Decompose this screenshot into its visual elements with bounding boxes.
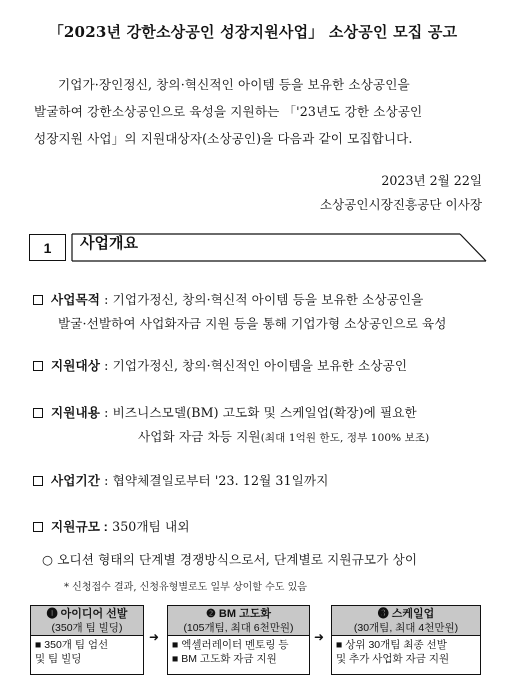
announcement-date: 2023년 2월 22일 <box>381 173 482 188</box>
item-purpose <box>33 289 423 308</box>
item-content <box>33 402 417 421</box>
flow-bullet: 및 팀 빌딩 <box>35 653 82 665</box>
checkbox-icon <box>33 295 43 305</box>
issuer-name: 소상공인시장진흥공단 이사장 <box>319 197 482 212</box>
checkbox-icon <box>33 408 43 418</box>
content-note: (최대 1억원 한도, 정부 100% 보조) <box>260 432 430 444</box>
section-title: 사업개요 <box>80 235 138 252</box>
flow-step-header <box>168 606 309 636</box>
scale-label: 지원규모 : <box>51 520 108 534</box>
flow-bullet: ■ 상위 30개팀 최종 선발 <box>336 639 447 651</box>
content-text-2-main: 사업화 자금 차등 지원 <box>138 429 261 444</box>
checkbox-icon <box>33 476 43 486</box>
flow-step-sub: (30개팀, 최대 4천만원) <box>353 622 459 634</box>
flow-step-body <box>31 636 143 668</box>
content-text: : 비즈니스모델(BM) 고도화 및 스케일업(확장)에 필요한 <box>104 405 417 420</box>
flow-step-header <box>332 606 480 636</box>
section-number: 1 <box>29 234 66 261</box>
purpose-text: : 기업가정신, 창의·혁신적 아이템 등을 보유한 소상공인을 <box>104 292 424 307</box>
item-period <box>33 470 328 489</box>
flow-step-header <box>31 606 143 636</box>
flow-step-body <box>332 636 480 668</box>
period-text: : 협약체결일로부터 '23. 12월 31일까지 <box>104 473 329 488</box>
flow-step-title: ❷ BM 고도화 <box>206 608 271 620</box>
flow-step-bm <box>167 605 310 675</box>
purpose-text-2: 발굴·선발하여 사업화자금 지원 등을 통해 기업가형 소상공인으로 육성 <box>58 316 447 331</box>
content-text-2 <box>138 426 429 445</box>
page-title: 「2023년 강한소상공인 성장지원사업」 소상공인 모집 공고 <box>48 23 458 41</box>
arrow-right-icon: ➜ <box>314 630 325 644</box>
flow-bullet: ■ BM 고도화 자금 지원 <box>172 653 277 665</box>
flow-step-title: ❶ 아이디어 선발 <box>46 608 128 620</box>
item-target <box>33 355 407 374</box>
flow-step-scaleup <box>331 605 481 675</box>
flow-bullet: ■ 350개 팀 엄선 <box>35 639 109 651</box>
flow-step-sub: (350개 팀 빌딩) <box>51 622 123 634</box>
flow-bullet: ■ 엑셀러레이터 멘토링 등 <box>172 639 289 651</box>
target-text: : 기업가정신, 창의·혁신적인 아이템을 보유한 소상공인 <box>104 358 408 373</box>
flow-bullet: 및 추가 사업화 자금 지원 <box>336 653 450 665</box>
intro-line-3: 성장지원 사업」의 지원대상자(소상공인)을 다음과 같이 모집합니다. <box>34 131 413 146</box>
target-label: 지원대상 <box>51 359 101 373</box>
content-label: 지원내용 <box>51 406 101 420</box>
scale-note: * 신청접수 결과, 신청유형별로도 일부 상이할 수도 있음 <box>64 582 307 593</box>
scale-text: 350개팀 내외 <box>112 519 190 534</box>
purpose-label: 사업목적 <box>51 293 101 307</box>
flow-step-idea <box>30 605 144 675</box>
item-scale <box>33 516 190 535</box>
checkbox-icon <box>33 361 43 371</box>
flow-step-sub: (105개팀, 최대 6천만원) <box>183 622 294 634</box>
flow-step-body <box>168 636 309 668</box>
intro-line-1: 기업가·장인정신, 창의·혁신적인 아이템 등을 보유한 소상공인을 <box>58 77 410 92</box>
arrow-right-icon: ➜ <box>149 630 160 644</box>
checkbox-icon <box>33 522 43 532</box>
scale-subitem: ○ 오디션 형태의 단계별 경쟁방식으로서, 단계별로 지원규모가 상이 <box>42 552 418 567</box>
flow-step-title: ❸ 스케일업 <box>377 608 435 620</box>
intro-line-2: 발굴하여 강한소상공인으로 육성을 지원하는 「'23년도 강한 소상공인 <box>34 104 423 119</box>
period-label: 사업기간 <box>51 474 101 488</box>
